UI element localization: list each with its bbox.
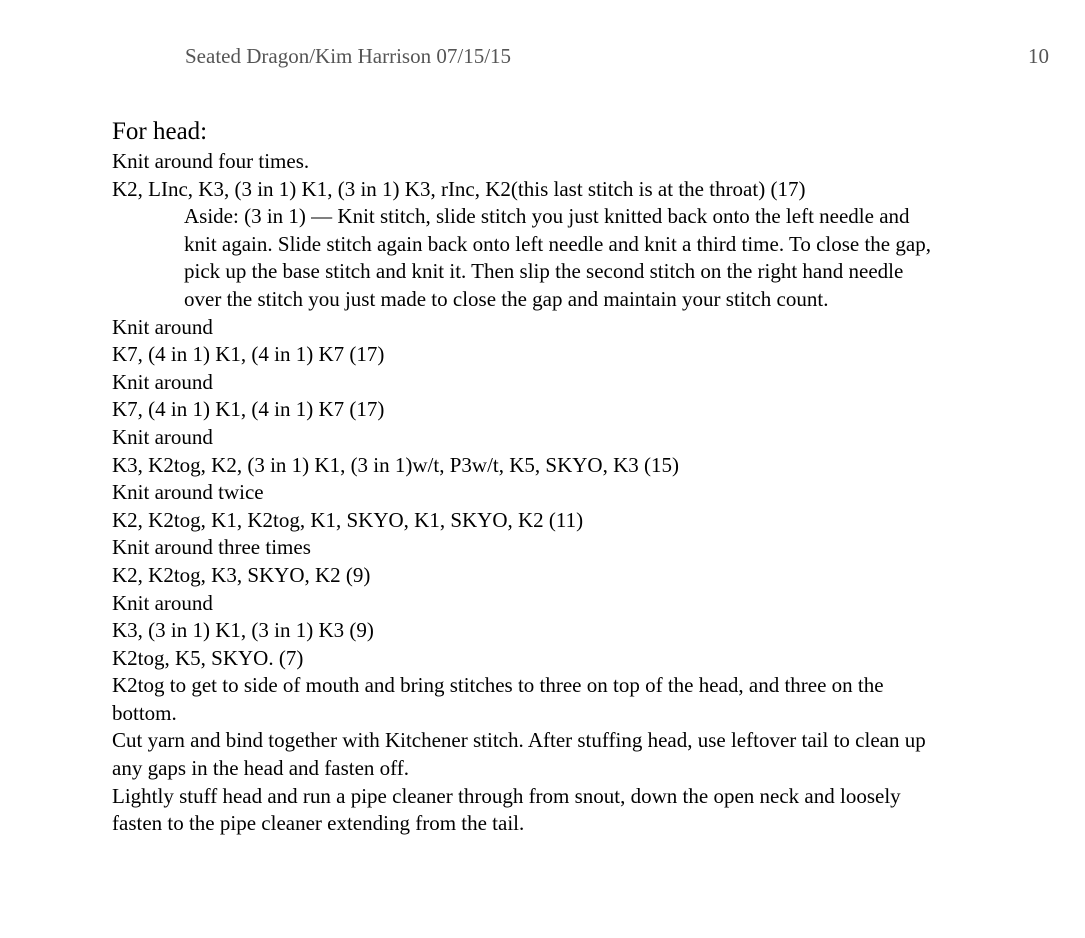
text-line: K7, (4 in 1) K1, (4 in 1) K7 (17): [112, 397, 385, 422]
document-title: Seated Dragon/Kim Harrison 07/15/15: [185, 44, 512, 68]
document-body: [112, 116, 1062, 838]
aside-line: over the stitch you just made to close the gap and maintain your stitch count.: [184, 286, 829, 311]
aside-line: pick up the base stitch and knit it. Then slip the second stitch on the right hand needle: [184, 259, 904, 284]
page-number: 10: [1028, 44, 1049, 68]
text-line: K2, K2tog, K1, K2tog, K1, SKYO, K1, SKYO, K2 (11): [112, 507, 584, 532]
text-line: Lightly stuff head and run a pipe cleaner through from snout, down the open neck and loosely: [112, 783, 901, 808]
text-line: Knit around: [112, 424, 213, 449]
aside-line: knit again. Slide stitch again back onto left needle and knit a third time. To close the gap,: [184, 231, 931, 256]
text-line: K2, K2tog, K3, SKYO, K2 (9): [112, 562, 371, 587]
text-line: bottom.: [112, 700, 177, 725]
text-line: Knit around four times.: [112, 149, 310, 173]
aside-note: [112, 203, 1062, 313]
page-header: [0, 44, 1085, 74]
aside-line: Aside: (3 in 1) — Knit stitch, slide stitch you just knitted back onto the left needle and: [184, 204, 910, 229]
text-line: K2tog, K5, SKYO. (7): [112, 645, 304, 670]
text-line: Knit around: [112, 369, 213, 394]
text-line: K3, K2tog, K2, (3 in 1) K1, (3 in 1)w/t, P3w/t, K5, SKYO, K3 (15): [112, 452, 679, 477]
text-line: Cut yarn and bind together with Kitchener stitch. After stuffing head, use leftover tail to clean up: [112, 728, 926, 753]
text-line: K2, LInc, K3, (3 in 1) K1, (3 in 1) K3, rInc, K2(this last stitch is at the throat) (17): [112, 176, 806, 201]
text-line: Knit around three times: [112, 535, 311, 560]
section-heading: For head:: [112, 118, 208, 145]
text-line: K3, (3 in 1) K1, (3 in 1) K3 (9): [112, 618, 374, 643]
text-line: Knit around: [112, 314, 213, 339]
text-line: K7, (4 in 1) K1, (4 in 1) K7 (17): [112, 342, 385, 367]
text-line: K2tog to get to side of mouth and bring stitches to three on top of the head, and three on the: [112, 673, 884, 698]
text-line: any gaps in the head and fasten off.: [112, 756, 410, 781]
text-line: Knit around: [112, 590, 213, 615]
text-line: Knit around twice: [112, 480, 264, 505]
text-line: fasten to the pipe cleaner extending from the tail.: [112, 811, 525, 836]
